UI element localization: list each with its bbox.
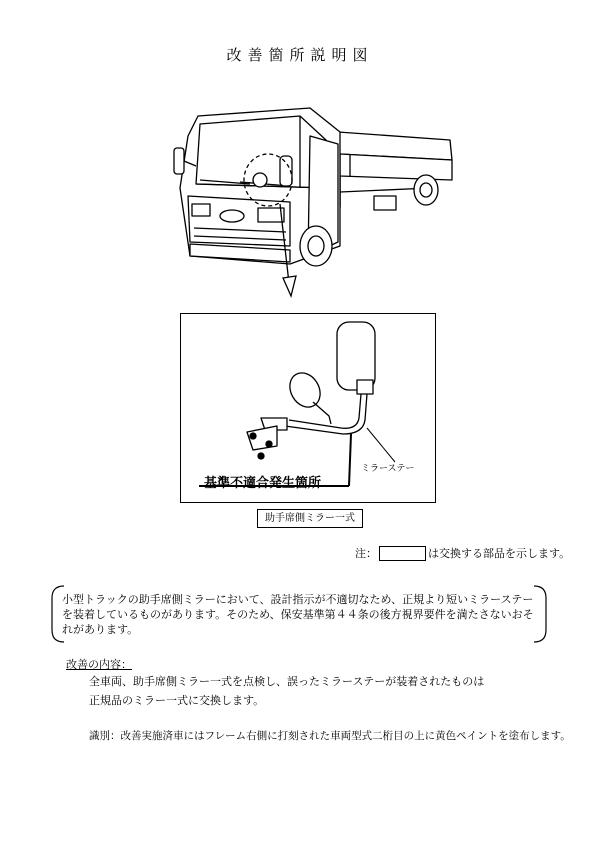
problem-text: 小型トラックの助手席側ミラーにおいて、設計指示が不適切なため、正規より短いミラーステーを装着しているものがあります。そのため、保安基準第４４条の後方視界要件を満たさないおそれがあります。	[62, 593, 534, 636]
truck-illustration	[150, 96, 470, 306]
figure-caption: 助手席側ミラー一式	[257, 509, 363, 528]
remedy-line-2: 正規品のミラー一式に交換します。	[89, 694, 265, 707]
mirror-stay-label: ミラーステー	[361, 464, 415, 474]
problem-description	[50, 584, 548, 644]
replacement-part-swatch	[379, 546, 426, 561]
truck-drawing	[150, 96, 470, 306]
remedy-heading: 改善の内容：	[66, 658, 132, 671]
page-title: 改善箇所説明図	[226, 46, 374, 64]
note-suffix: は交換する部品を示します。	[428, 547, 571, 560]
legend-note	[355, 545, 570, 561]
defect-location-label: 基準不適合発生箇所	[204, 476, 322, 491]
note-prefix: 注：	[355, 547, 377, 560]
identification-text: 識別：改善実施済車にはフレーム右側に打刻された車両型式二桁目の上に黄色ペイントを塗布します。	[89, 730, 571, 742]
remedy-line-1: 全車両、助手席側ミラー一式を点検し、誤ったミラーステーが装着されたものは	[89, 675, 485, 688]
